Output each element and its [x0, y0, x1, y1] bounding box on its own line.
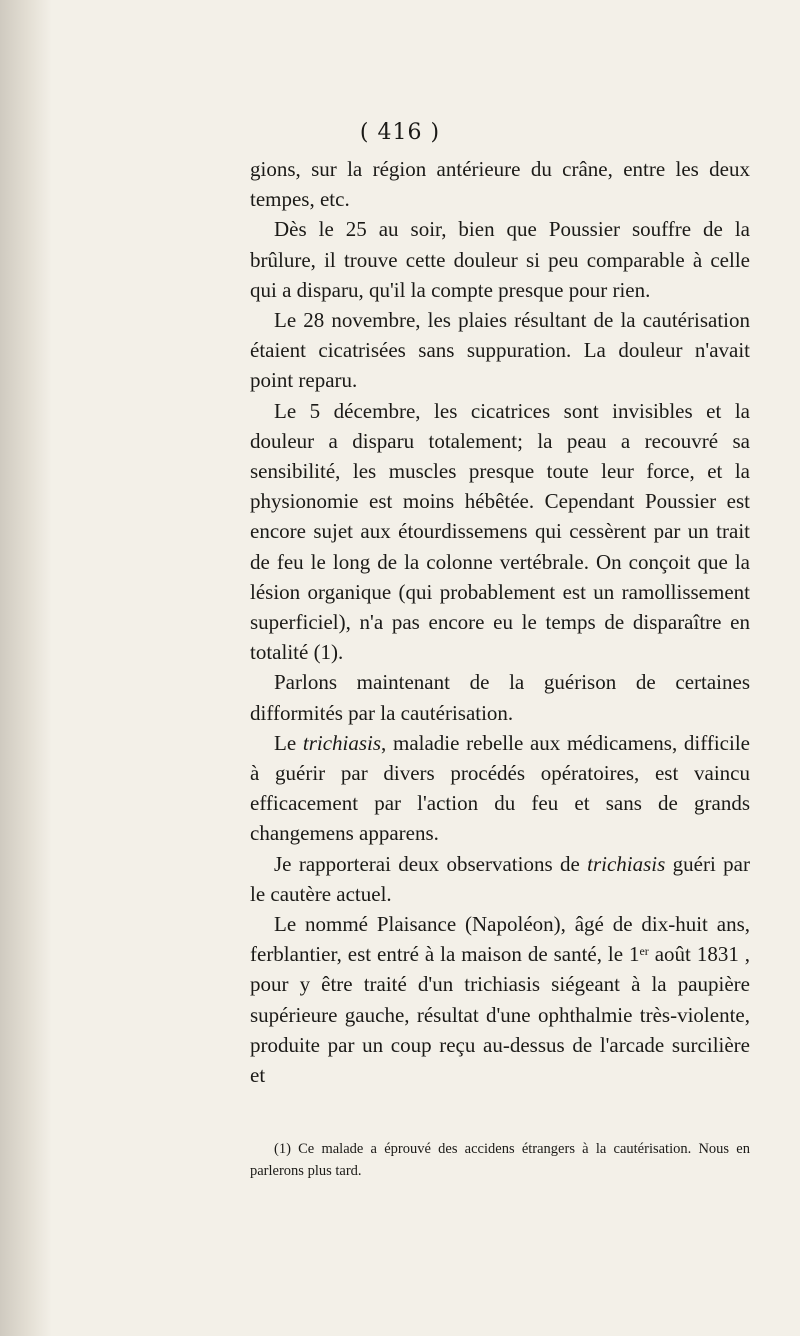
paragraph-8: [250, 909, 750, 1090]
trichiasis-term: trichiasis: [587, 851, 666, 876]
paragraph-7-rest: guéri par le cautère actuel.: [250, 851, 750, 906]
book-spine-shadow: [0, 0, 52, 1336]
ordinal-superscript: er: [639, 944, 649, 959]
paragraph-7: [250, 849, 750, 909]
paragraph-8-before: Le nommé Plaisance (Napoléon), âgé de dix-huit ans, ferblantier, est entré à la maison de santé, le 1: [250, 912, 750, 967]
paragraph-8-after: août 1831 , pour y être traité d'un trichiasis siégeant à la paupière supérieure gauche, résultat d'une ophthalmie très-violente, produite par un coup reçu au-dessus de l'arcade surcilière et: [250, 942, 750, 1088]
paragraph-6-rest: , maladie rebelle aux médicamens, difficile à guérir par divers procédés opératoires, est vaincu efficacement par l'action du feu et sans de grands changemens apparens.: [250, 730, 750, 846]
trichiasis-term: trichiasis: [302, 730, 382, 755]
page-number: ( 416 ): [359, 120, 441, 145]
paragraph-7-lead: Je rapporterai deux observations de: [274, 851, 588, 876]
paragraph-1: gions, sur la région antérieure du crâne, entre les deux tempes, etc.: [250, 157, 750, 212]
paragraph-5: Parlons maintenant de la guérison de certaines difformités par la cautérisation.: [250, 670, 750, 725]
paragraph-2: Dès le 25 au soir, bien que Poussier souffre de la brûlure, il trouve cette douleur si peu comparable à celle qui a disparu, qu'il la compte presque pour rien.: [250, 217, 750, 302]
paragraph-4: Le 5 décembre, les cicatrices sont invisibles et la douleur a disparu totalement; la peau a recouvré sa sensibilité, les muscles presque toute leur force, et la physionomie est moins hébêtée. Cependant Poussier est encore sujet aux étourdissemens qui cessèrent par un trait de feu le long de la colonne vertébrale. On conçoit que la lésion organique (qui probablement est un ramollissement superficiel), n'a pas encore eu le temps de disparaître en totalité (1).: [250, 398, 750, 665]
footnote: (1) Ce malade a éprouvé des accidens étrangers à la cautérisation. Nous en parlerons plus tard.: [250, 1141, 750, 1179]
body-text: [250, 154, 750, 1090]
paragraph-3: Le 28 novembre, les plaies résultant de la cautérisation étaient cicatrisées sans suppuration. La douleur n'avait point reparu.: [250, 308, 750, 393]
paragraph-6: [250, 728, 750, 849]
paragraph-6-lead: Le: [274, 730, 303, 755]
